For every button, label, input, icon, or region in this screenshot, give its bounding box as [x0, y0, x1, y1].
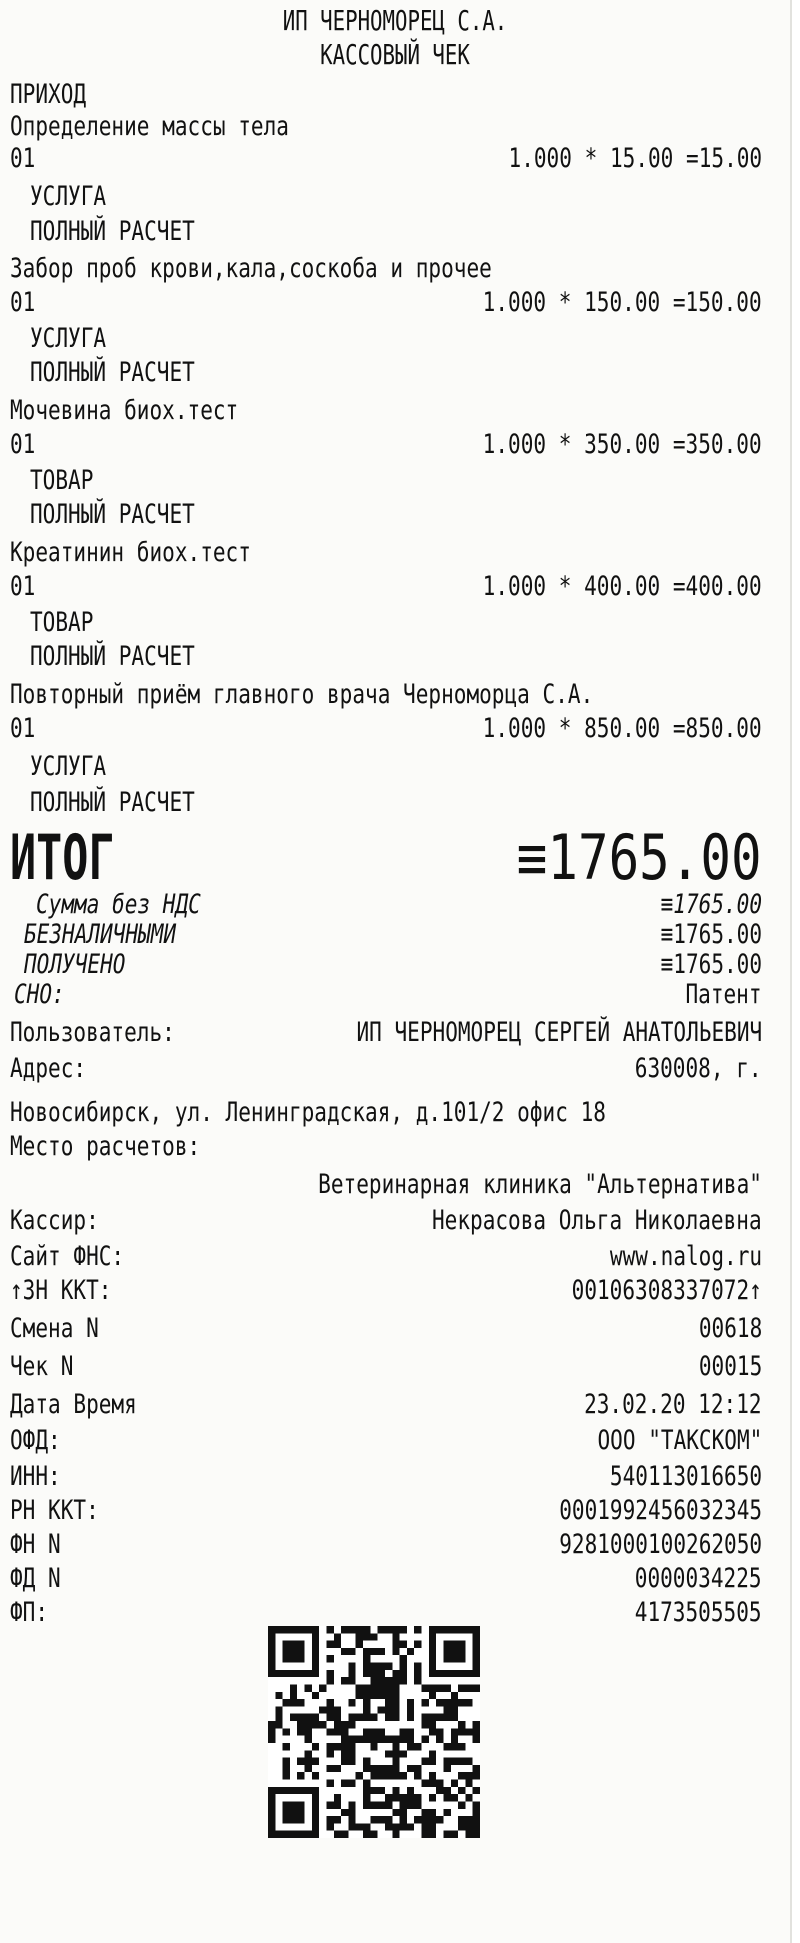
- total-value: ≡1765.00: [517, 821, 762, 894]
- document-type: КАССОВЫЙ ЧЕК: [320, 38, 470, 71]
- receipt: ИП ЧЕРНОМОРЕЦ С.А. КАССОВЫЙ ЧЕК ПРИХОД Определение массы тела 01 1.000 * 15.00 =15.00 УСЛУГА ПОЛНЫЙ РАСЧЕТ Забор проб крови,кала,соскоба и прочее 01 1.000 * 150.00 =150.00 УСЛУГА ПОЛНЫЙ РАСЧЕТ Мочевина биох.тест 01 1.000 * 350.00 =350.00 ТОВАР ПОЛНЫЙ РАСЧЕТ Креатинин биох.тест 01 1.000 * 400.00 =400.00 ТОВАР ПОЛНЫЙ РАСЧЕТ Повторный приём главного врача Черноморца С.А. 01 1.000 * 850.00 =850.00 УСЛУГА ПОЛНЫЙ РАСЧЕТ ИТОГ ≡1765.00 Сумма без НДС ≡1765.00 БЕЗНАЛИЧНЫМИ ≡1765.00 ПОЛУЧЕНО ≡1765.00 СНО: Патент Пользователь: ИП ЧЕРНОМОРЕЦ СЕРГЕЙ АНАТОЛЬЕВИЧ Адрес: 630008, г. Новосибирск, ул. Ленинградская, д.101/2 офис 18 Место расчетов: Ветеринарная клиника "Альтернатива" Кассир: Некрасова Ольга Николаевна Сайт ФНС: www.nalog.ru ↑ЗН ККТ: 00106308337072↑ Смена N 00618 Чек N 00015 Дата Время 23.02.20 12:12 ОФД: ООО "ТАКСКОМ" ИНН: 540113016650 РН ККТ: 0001992456032345 ФН N 9281000100262050 ФД N 0000034225 ФП: 4173505505: [0, 0, 792, 1943]
- total-label: ИТОГ: [10, 821, 115, 894]
- qr-code-icon: [268, 1626, 480, 1838]
- seller-name: ИП ЧЕРНОМОРЕЦ С.А.: [282, 4, 508, 37]
